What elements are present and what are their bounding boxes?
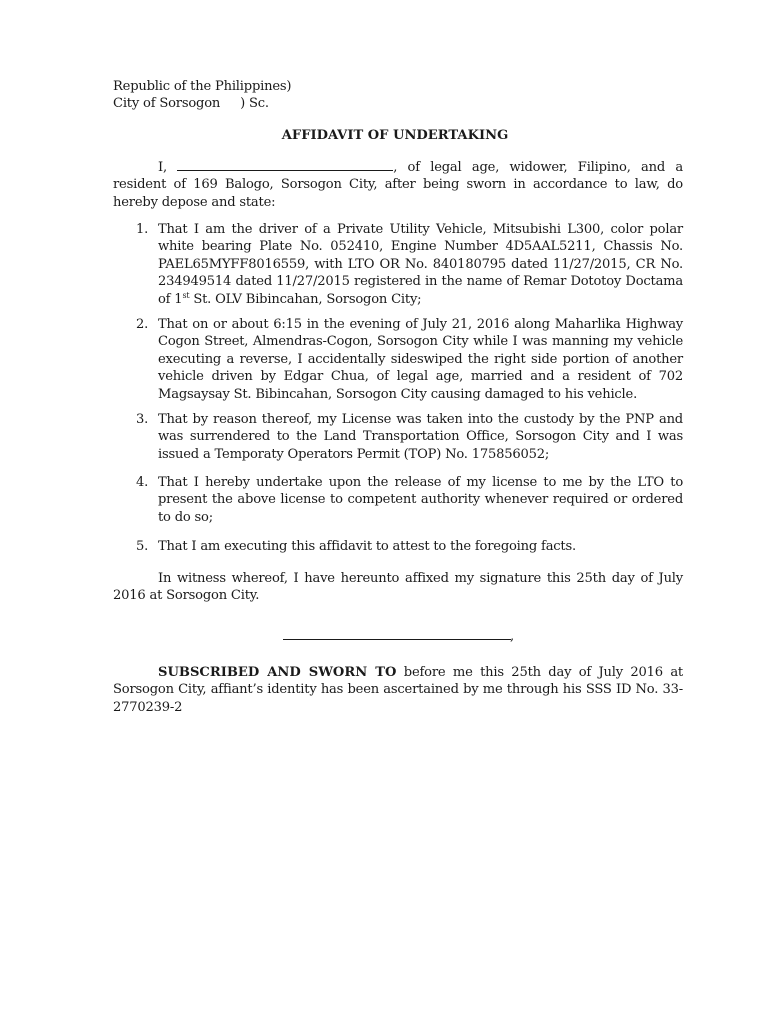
item-text: That I am executing this affidavit to attest to the foregoing facts.	[158, 539, 576, 554]
caption-city-name: City of Sorsogon	[113, 96, 221, 112]
list-item	[113, 411, 683, 463]
document-title: AFFIDAVIT OF UNDERTAKING	[281, 128, 509, 143]
signature-comma: ,	[510, 629, 514, 644]
list-item	[113, 538, 683, 555]
item-number: 3.	[136, 412, 149, 427]
item-text: That by reason thereof, my License was taken into the custody by the PNP and was surrendered to the Land Transportation Office, Sorsogon City and I was issued a Temporaty Operators Permit (TOP) No. 175856052;	[158, 412, 683, 462]
signature-line	[283, 625, 511, 640]
intro-paragraph	[113, 158, 683, 211]
intro-pronoun: I,	[158, 160, 167, 175]
witness-paragraph: In witness whereof, I have hereunto affixed my signature this 25th day of July 2016 at Sorsogon City.	[113, 571, 683, 604]
jurat-paragraph	[113, 664, 683, 716]
item-number: 2.	[136, 317, 149, 332]
item-superscript: st	[182, 290, 190, 300]
list-item	[113, 316, 683, 403]
item-text: That on or about 6:15 in the evening of July 21, 2016 along Maharlika Highway Cogon Street, Almendras-Cogon, Sorsogon City while I was manning my vehicle executing a reverse, I accidentally sideswiped the right side portion of another vehicle driven by Edgar Chua, of legal age, married and a resident of 702 Magsaysay St. Bibincahan, Sorsogon City causing damaged to his vehicle.	[158, 317, 683, 402]
item-number: 4.	[136, 475, 149, 490]
jurat-text: before me this 25th day of July 2016 at Sorsogon City, affiant’s identity has been ascertained by me through his SSS ID No. 33-2770239-2	[113, 665, 683, 715]
item-number: 1.	[136, 222, 149, 237]
intro-text: , of legal age, widower, Filipino, and a resident of 169 Balogo, Sorsogon City, after being sworn in accordance to law, do hereby depose and state:	[113, 160, 683, 210]
list-item	[113, 474, 683, 526]
caption-city	[113, 95, 683, 112]
affiant-name-blank	[177, 158, 393, 171]
caption	[113, 78, 683, 113]
caption-sc: ) Sc.	[240, 96, 269, 112]
caption-republic: Republic of the Philippines)	[113, 79, 292, 94]
item-number: 5.	[136, 539, 149, 554]
jurat-heading: SUBSCRIBED AND SWORN TO	[158, 665, 397, 680]
item-text: That I am the driver of a Private Utility Vehicle, Mitsubishi L300, color polar white bearing Plate No. 052410, Engine Number 4D5AAL5211, Chassis No. PAEL65MYFF8016559, with LTO OR No. 840180795 dated 11/27/2015, CR No. 234949514 dated 11/27/2015 registered in the name of Remar Dototoy Doctama of 1	[158, 222, 683, 307]
item-text-end: St. OLV Bibincahan, Sorsogon City;	[189, 291, 422, 307]
item-text: That I hereby undertake upon the release of my license to me by the LTO to present the above license to competent authority whenever required or ordered to do so;	[158, 475, 683, 525]
list-item	[113, 221, 683, 308]
